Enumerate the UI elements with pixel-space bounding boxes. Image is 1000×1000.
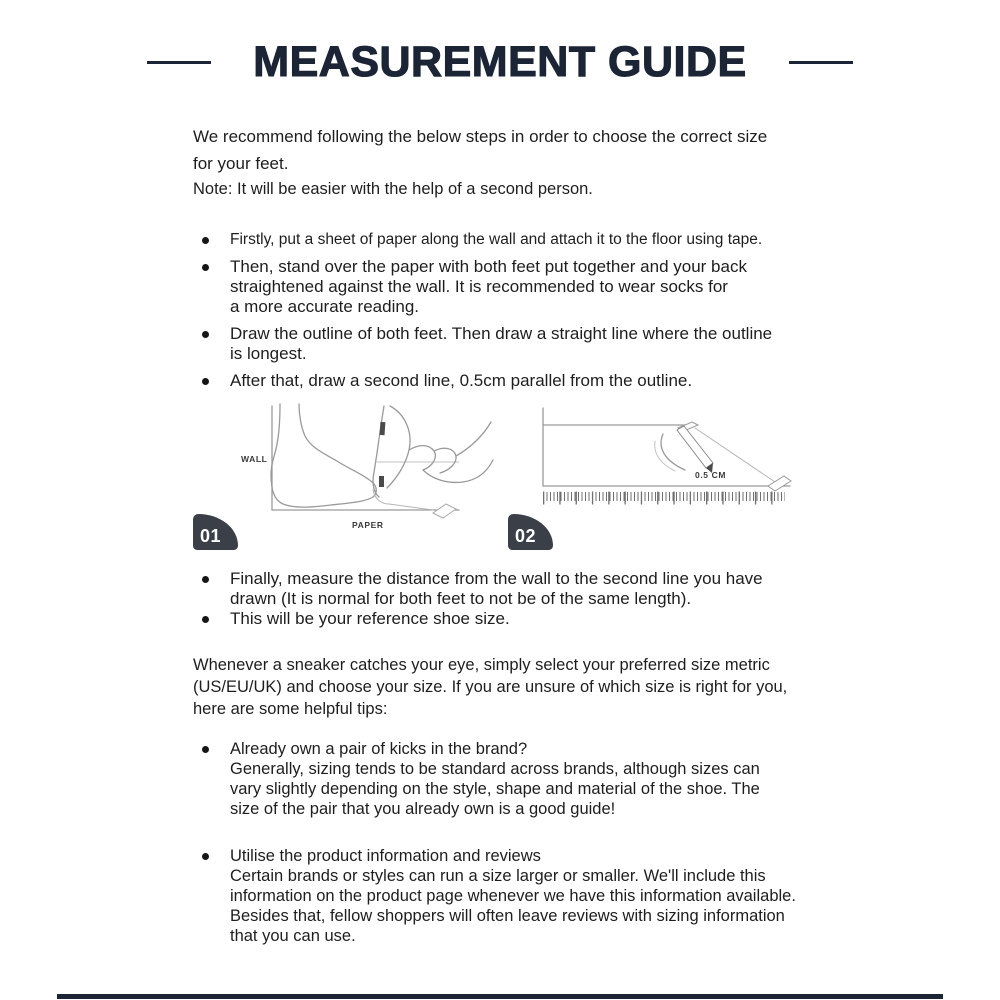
section-divider-bar: [57, 994, 943, 999]
tip-item: [193, 739, 833, 819]
bullet-icon: [202, 331, 209, 338]
bullet-icon: [202, 746, 209, 753]
step-item: [193, 230, 833, 250]
pencil-icon: [380, 422, 386, 435]
guide-content: [193, 123, 833, 946]
title-left-dash: [147, 61, 211, 64]
bullet-icon: [202, 237, 209, 244]
bullet-icon: [202, 264, 209, 271]
hand-outline: [423, 460, 493, 482]
figure-number: 02: [515, 526, 537, 546]
step-text: After that, draw a second line, 0.5cm parallel from the outline.: [230, 371, 693, 390]
figure-number: 01: [200, 526, 222, 546]
tips-intro-text: Whenever a sneaker catches your eye, simply select your preferred size metric (US/EU/UK) and choose your size. If you are unsure of which size is right for you, here are some helpful tips:: [193, 656, 788, 718]
measurement-steps-list: [193, 230, 833, 391]
step-text: Then, stand over the paper with both feet put together and your back straightened against the wall. It is recommended to wear socks for a more accurate reading.: [230, 257, 747, 316]
paper-label: PAPER: [352, 520, 384, 530]
hand-outline: [456, 422, 491, 456]
tip-text: Utilise the product information and reviews Certain brands or styles can run a size larger or smaller. We'll include this information on the product page whenever we have this information available. Besides that, fellow shoppers will often leave reviews with sizing information that you can use.: [230, 847, 796, 945]
pencil-icon: [677, 426, 713, 468]
pencil-icon: [768, 476, 791, 491]
bullet-icon: [202, 616, 209, 623]
hand-outline: [434, 448, 456, 473]
step-item: [193, 371, 833, 391]
instruction-figures: [193, 400, 833, 550]
foot-outline: [271, 404, 376, 507]
wall-label: WALL: [241, 454, 268, 464]
intro-text: We recommend following the below steps in order to choose the correct size for your feet.: [193, 127, 768, 173]
pencil-tip-icon: [379, 476, 384, 487]
hand-outline: [387, 406, 410, 488]
measure-label: 0.5 CM: [695, 470, 726, 480]
tips-list: [193, 739, 833, 946]
bullet-icon: [202, 853, 209, 860]
bullet-icon: [202, 576, 209, 583]
tip-text: Already own a pair of kicks in the brand? Generally, sizing tends to be standard across brands, although sizes can vary slightly depending on the style, shape and material of the shoe. The size of the pair that you already own is a good guide!: [230, 740, 760, 818]
result-item: [193, 569, 833, 609]
outline-drawing-diagram: [535, 406, 815, 546]
result-text: Finally, measure the distance from the wall to the second line you have drawn (It is normal for both feet to not be of the same length).: [230, 569, 763, 608]
step-item: [193, 257, 833, 317]
result-item: [193, 609, 833, 629]
step-text: Draw the outline of both feet. Then draw a straight line where the outline is longest.: [230, 324, 773, 363]
hand-sketch-line: [655, 441, 675, 471]
results-list: [193, 569, 833, 629]
title-right-dash: [789, 61, 853, 64]
tip-item: [193, 846, 833, 946]
paper-corner: [433, 504, 456, 518]
step-text: Firstly, put a sheet of paper along the wall and attach it to the floor using tape.: [230, 231, 763, 248]
result-text: This will be your reference shoe size.: [230, 609, 510, 628]
marking-arrow: [373, 490, 433, 510]
page-header: [0, 0, 1000, 87]
page-title: MEASUREMENT GUIDE: [253, 38, 747, 86]
note-text: Note: It will be easier with the help of a second person.: [193, 180, 593, 198]
bullet-icon: [202, 378, 209, 385]
foot-measurement-diagram: [227, 400, 507, 548]
hand-outline: [409, 446, 435, 470]
step-item: [193, 324, 833, 364]
